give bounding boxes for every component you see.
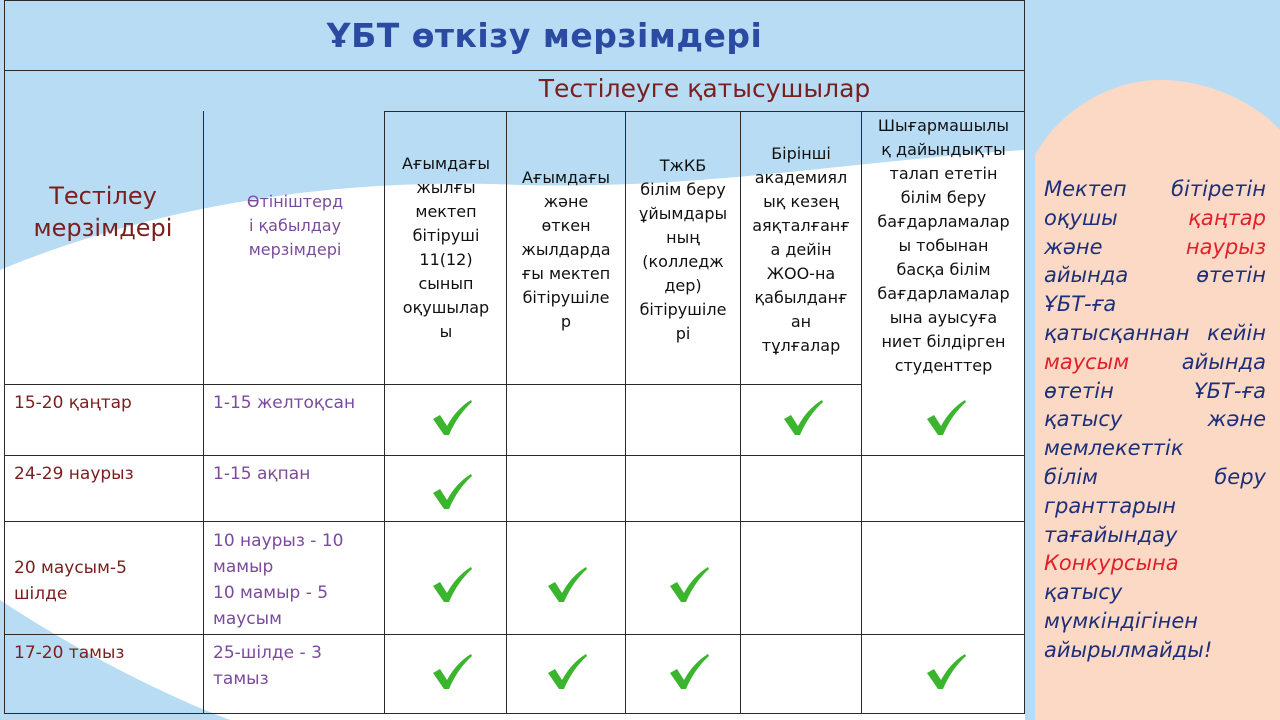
note-word: мүмкіндігінен	[1044, 608, 1198, 633]
check-icon	[431, 399, 473, 437]
header-line: қ дайындықты	[881, 140, 1006, 159]
note-word: айында	[1044, 263, 1129, 288]
participant-header-first-period-students	[741, 142, 861, 358]
note-word: ҰБТ-ға	[1044, 292, 1117, 317]
header-line: Өтініштерд	[246, 192, 344, 211]
header-line: талап ететін	[889, 164, 998, 183]
acceptance-line: мамыр	[213, 557, 274, 577]
test-date-line: 17-20 тамыз	[14, 643, 125, 663]
header-line: қабылданғ	[754, 288, 848, 307]
divider	[384, 111, 1025, 112]
divider	[384, 111, 385, 714]
header-line: ТжКБ	[659, 156, 707, 175]
test-dates-header	[4, 180, 202, 244]
header-line: а дейін	[770, 240, 832, 259]
header-line: мектеп	[415, 202, 477, 221]
acceptance-dates-header	[220, 190, 370, 262]
note-line	[1044, 636, 1266, 665]
header-line: жылдарда	[521, 240, 611, 259]
note-line	[1044, 463, 1266, 492]
note-line	[1044, 405, 1266, 434]
header-line: Ағымдағы	[521, 168, 611, 187]
header-line: өткен	[541, 216, 591, 235]
header-line: білім беру	[900, 188, 987, 207]
header-line: Ағымдағы	[401, 154, 491, 173]
divider	[203, 111, 204, 714]
note-highlight: маусым	[1044, 349, 1130, 374]
check-icon	[925, 399, 967, 437]
header-line: ына ауысуға	[889, 308, 998, 327]
header-line: Шығармашылы	[877, 116, 1010, 135]
note-word: ҰБТ-ға	[1193, 378, 1266, 403]
check-icon	[668, 653, 710, 691]
check-icon	[546, 566, 588, 604]
note-word: Мектеп	[1044, 177, 1127, 201]
divider	[4, 455, 1025, 456]
note-word: гранттарын	[1044, 493, 1176, 518]
row-acceptance-date	[213, 390, 355, 416]
participants-header: Тестілеуге қатысушылар	[538, 74, 871, 103]
note-line	[1044, 204, 1266, 233]
note-word: айырылмайды!	[1044, 637, 1213, 662]
header-line: ы	[439, 322, 453, 341]
check-icon	[431, 566, 473, 604]
participant-header-college-grads	[626, 154, 740, 346]
side-note	[1044, 175, 1266, 665]
participant-header-current-grads	[386, 152, 506, 344]
header-line: Тестілеу	[49, 182, 157, 210]
acceptance-line: 10 мамыр - 5	[213, 583, 329, 603]
note-word: және	[1044, 234, 1103, 259]
acceptance-line: 25-шілде - 3	[213, 643, 322, 663]
row-test-date	[14, 555, 127, 607]
header-line: сынып	[418, 274, 474, 293]
header-line: жылғы	[416, 178, 476, 197]
header-line: (колледж	[642, 252, 724, 271]
row-test-date	[14, 461, 134, 487]
check-icon	[431, 653, 473, 691]
header-line: студенттер	[894, 356, 993, 375]
note-word: білім	[1044, 464, 1098, 489]
note-word: тағайындау	[1044, 522, 1178, 547]
note-highlight: Конкурсына	[1044, 551, 1179, 576]
note-highlight: қаңтар	[1188, 205, 1266, 230]
header-line: білім беру	[640, 180, 726, 199]
note-line	[1044, 521, 1266, 550]
test-date-line: шілде	[14, 584, 68, 604]
check-icon	[668, 566, 710, 604]
header-line: 11(12)	[419, 250, 473, 269]
test-date-line: 20 маусым-5	[14, 558, 127, 578]
note-word: беру	[1214, 464, 1266, 489]
header-line: ы тобынан	[898, 236, 989, 255]
row-test-date	[14, 390, 132, 416]
header-line: рі	[675, 324, 691, 343]
participant-header-transfer-students	[862, 114, 1025, 378]
note-line	[1044, 578, 1266, 607]
header-line: дер)	[664, 276, 702, 295]
note-word: бітіретін	[1171, 177, 1266, 201]
check-icon	[546, 653, 588, 691]
header-line: оқушылар	[402, 298, 490, 317]
note-word: айында	[1181, 349, 1266, 374]
note-line	[1044, 348, 1266, 377]
header-line: р	[560, 312, 572, 331]
note-line	[1044, 549, 1266, 578]
header-line: және	[543, 192, 589, 211]
row-acceptance-date	[213, 528, 343, 632]
header-line: ан	[790, 312, 812, 331]
header-line: академиял	[754, 168, 848, 187]
test-date-line: 24-29 наурыз	[14, 464, 134, 484]
acceptance-line: 10 наурыз - 10	[213, 531, 344, 551]
row-acceptance-date	[213, 640, 322, 692]
note-word: өтетін	[1044, 378, 1114, 403]
header-line: ЖОО-на	[766, 264, 836, 283]
note-word: қатысу	[1044, 407, 1123, 432]
note-highlight: наурыз	[1185, 234, 1266, 259]
header-line: мерзімдері	[248, 240, 342, 259]
header-line: басқа білім	[896, 260, 991, 279]
header-line: бітірушіле	[522, 288, 610, 307]
header-line: бағдарламалар	[877, 212, 1010, 231]
note-line	[1044, 261, 1266, 290]
acceptance-line: 1-15 ақпан	[213, 464, 311, 484]
note-line	[1044, 233, 1266, 262]
header-line: ұйымдары	[638, 204, 728, 223]
header-line: ның	[666, 228, 700, 247]
test-date-line: 15-20 қаңтар	[14, 393, 132, 413]
check-icon	[431, 473, 473, 511]
header-line: ық кезең	[763, 192, 839, 211]
row-test-date	[14, 640, 124, 666]
header-line: ниет білдірген	[881, 332, 1006, 351]
note-line	[1044, 434, 1266, 463]
note-line	[1044, 377, 1266, 406]
note-word: және	[1207, 407, 1266, 432]
check-icon	[925, 653, 967, 691]
note-word: қатысқаннан кейін	[1044, 320, 1266, 345]
note-word: мемлекеттік	[1044, 436, 1184, 461]
check-icon	[782, 399, 824, 437]
acceptance-line: 1-15 желтоқсан	[213, 393, 356, 413]
header-line: бағдарламалар	[877, 284, 1010, 303]
header-line: і қабылдау	[248, 216, 342, 235]
note-line	[1044, 607, 1266, 636]
header-line: тұлғалар	[761, 336, 841, 355]
note-word: өтетін	[1196, 263, 1266, 288]
divider	[4, 384, 861, 385]
header-line: аяқталғанғ	[752, 216, 850, 235]
acceptance-line: маусым	[213, 609, 282, 629]
row-acceptance-date	[213, 461, 310, 487]
page-title: ҰБТ өткізу мерзімдері	[326, 16, 763, 55]
divider	[4, 70, 1025, 71]
header-line: мерзімдері	[33, 214, 173, 242]
note-line	[1044, 319, 1266, 348]
note-line	[1044, 175, 1266, 204]
participant-header-past-grads	[507, 166, 625, 334]
note-word: қатысу	[1044, 580, 1123, 605]
acceptance-line: тамыз	[213, 669, 269, 689]
header-line: бітірушіле	[639, 300, 727, 319]
note-line	[1044, 492, 1266, 521]
header-line: Бірінші	[771, 144, 831, 163]
header-line: бітіруші	[412, 226, 480, 245]
divider	[4, 634, 1025, 635]
note-line	[1044, 290, 1266, 319]
header-line: ғы мектеп	[521, 264, 611, 283]
divider	[4, 521, 1025, 522]
note-word: оқушы	[1044, 205, 1118, 230]
